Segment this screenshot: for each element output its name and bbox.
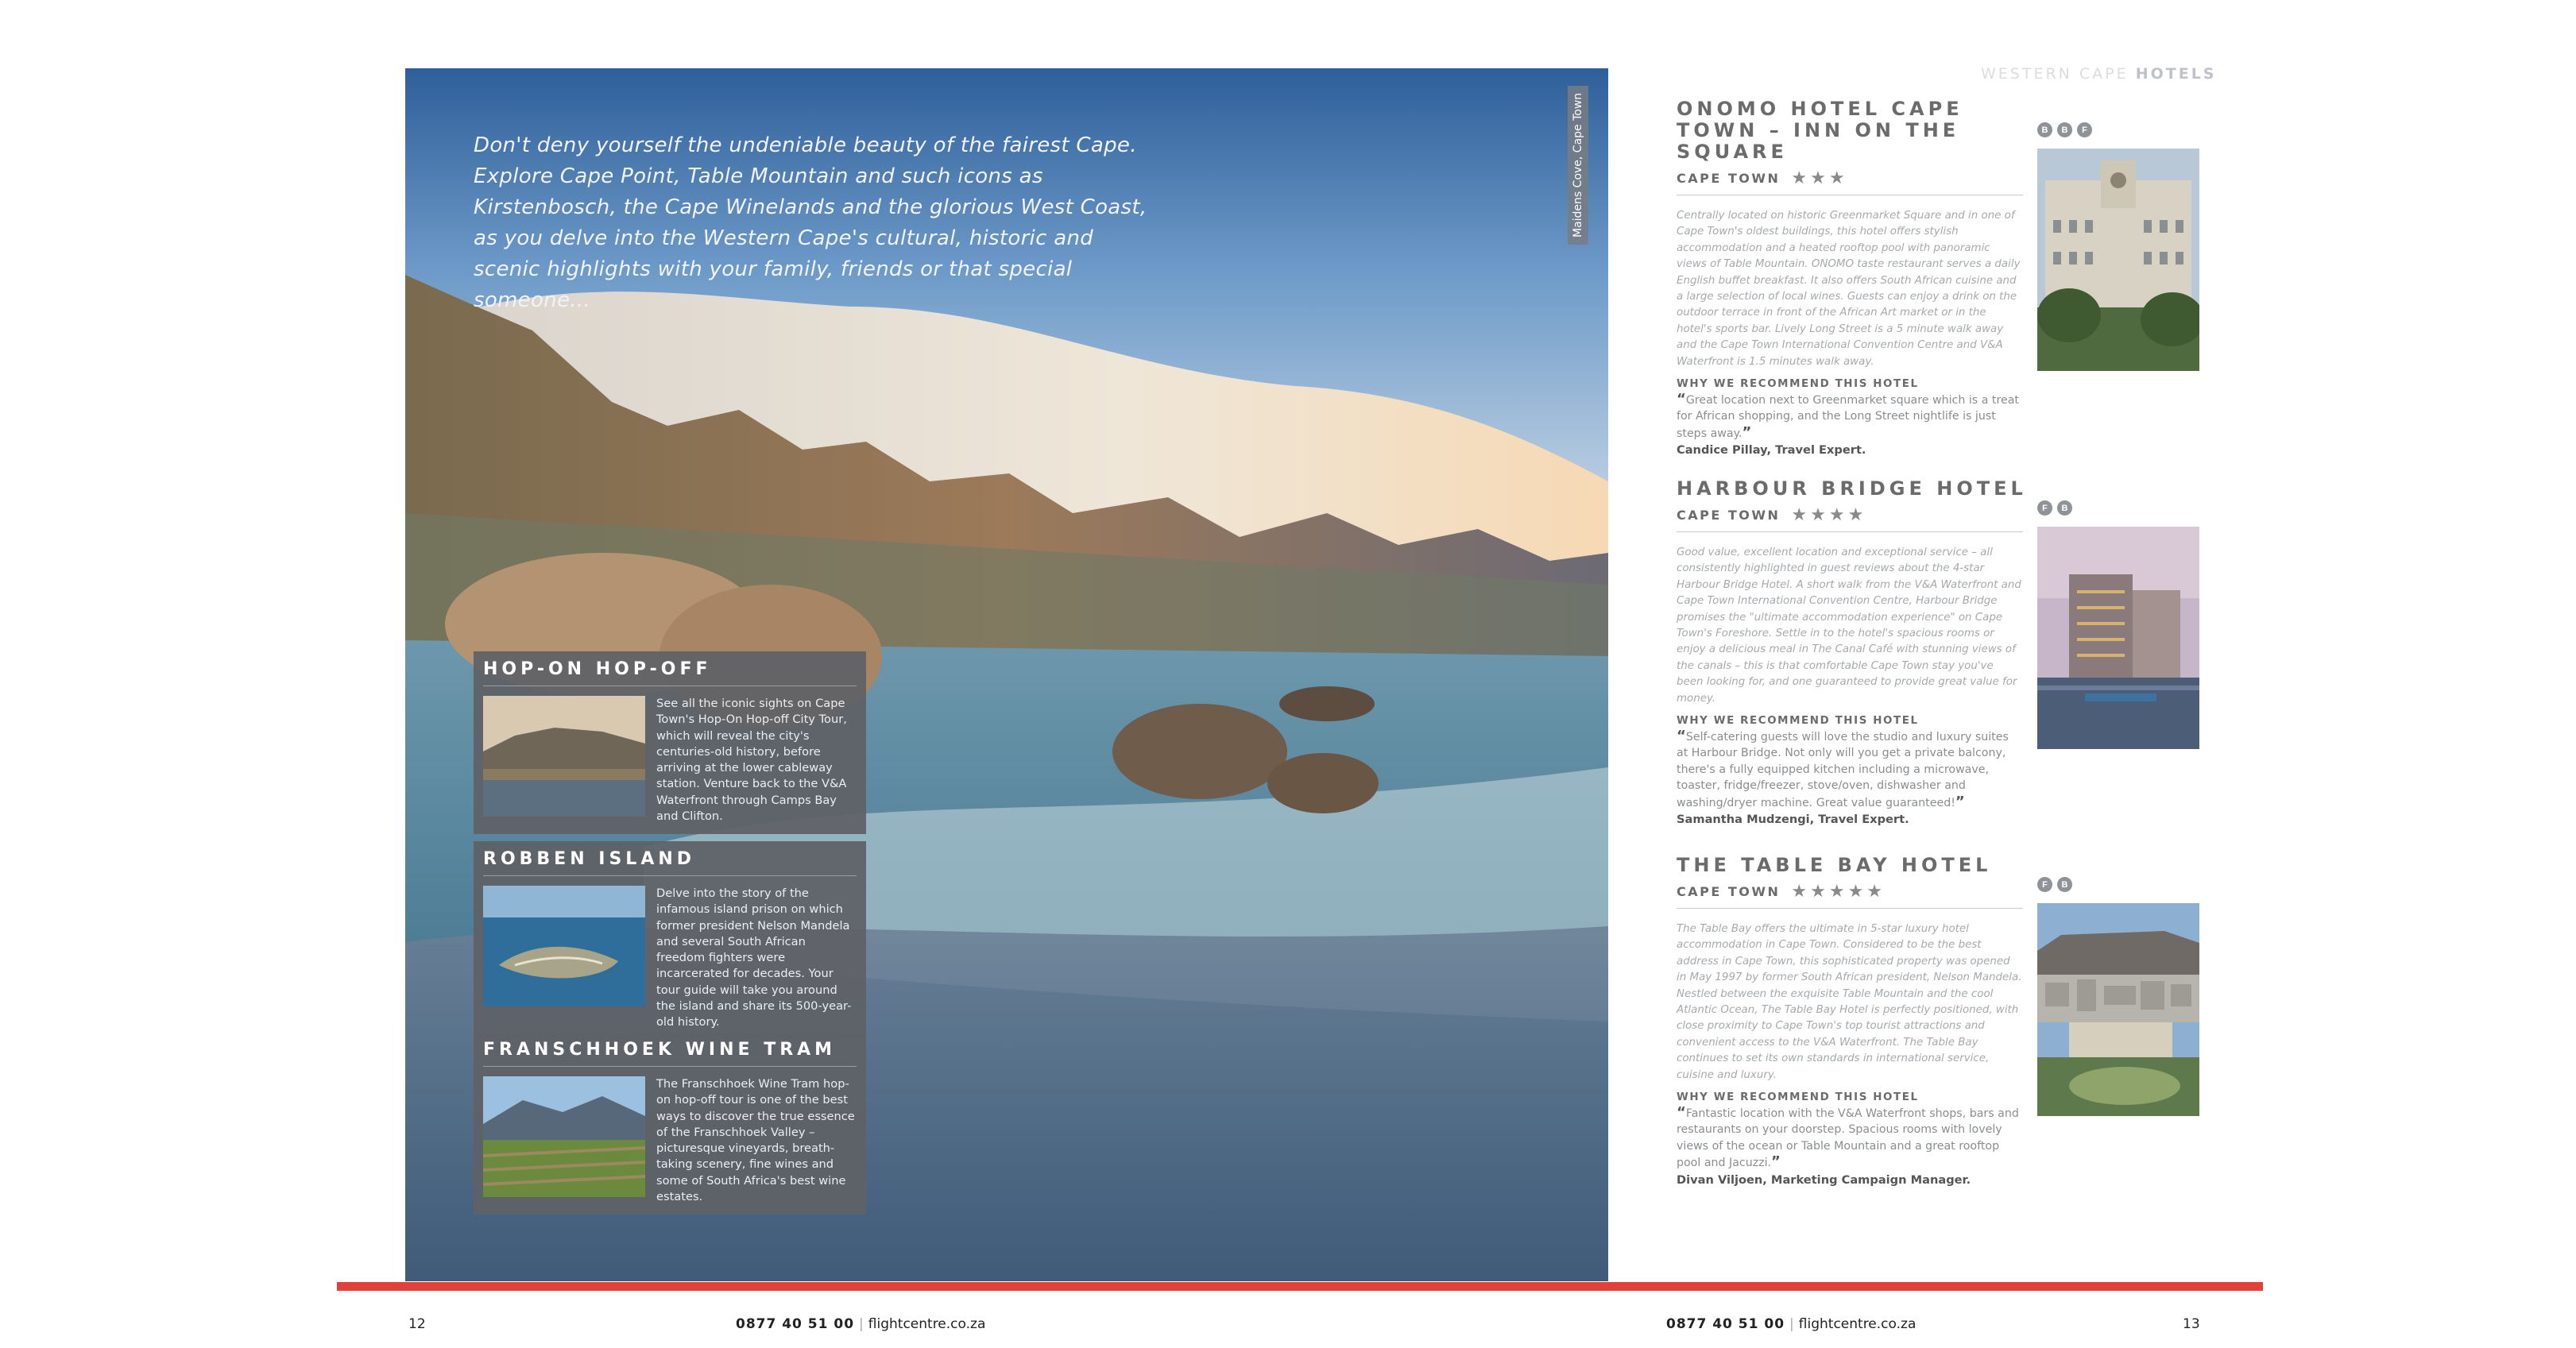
section-label-region: WESTERN CAPE: [1981, 65, 2129, 83]
footer-contact-right: [1666, 1316, 1916, 1332]
tour-description: The Franschhoek Wine Tram hop-on hop-off tour is one of the best ways to discover the true essence of the Franschhoek Valley – picturesque vineyards, breath-taking scenery, fine wines and some of South Africa's best wine estates.: [656, 1077, 855, 1204]
footer-website-link[interactable]: flightcentre.co.za: [1798, 1316, 1917, 1332]
open-quote-icon: “: [1677, 728, 1686, 745]
expert-quote: “Self-catering guests will love the studio and luxury suites at Harbour Bridge. Not only will you get a private balcony, there's a fully equipped kitchen including a microwave, toaster, fridge/freezer, stove/oven, dishwasher and washing/dryer machine. Great value guaranteed!”: [1677, 728, 2009, 810]
robben-island-photo: [483, 886, 645, 1006]
why-recommend-label: WHY WE RECOMMEND THIS HOTEL: [1677, 715, 1919, 728]
amenity-icon: B: [2057, 122, 2072, 137]
hotel-description: Good value, excellent location and exceptional service – all consistently highlighted in guest reviews about the 4-star Harbour Bridge Hotel. A short walk from the V&A Waterfront and Cape Town International Convention Centre, Harbour Bridge promises the "ultimate accommodation experience" on Cape Town's Foreshore. Settle in to the hotel's spacious rooms or enjoy a delicious meal in The Canal Café with stunning views of the canals – this is that comfortable Cape Town stay you've been looking for, and one guaranteed to provide great value for money.: [1677, 547, 2021, 705]
hotel-name: HARBOUR BRIDGE HOTEL: [1677, 477, 2027, 500]
footer-contact-left: [736, 1316, 985, 1332]
hotel-city: CAPE TOWN: [1677, 507, 1781, 523]
hotel-photo: [2037, 527, 2199, 749]
page-number-left: 12: [408, 1316, 426, 1332]
expert-quote: “Fantastic location with the V&A Waterfront shops, bars and restaurants on your doorstep. Spacious rooms with lovely views of the ocean or Table Mountain and a great rooftop pool and Jacuzzi.”: [1677, 1104, 2019, 1171]
footer-phone[interactable]: 0877 40 51 00: [736, 1316, 855, 1332]
tour-hop-on-hop-off: [474, 651, 866, 834]
hotel-name: THE TABLE BAY HOTEL: [1677, 854, 1992, 876]
footer-separator: |: [1789, 1316, 1794, 1332]
amenity-icon: F: [2077, 122, 2092, 137]
section-label-category: HOTELS: [2135, 65, 2217, 83]
open-quote-icon: “: [1677, 391, 1686, 408]
amenity-icons: [2037, 122, 2092, 137]
amenity-icons: [2037, 877, 2072, 892]
amenity-icons: [2037, 500, 2072, 516]
hotel-city: CAPE TOWN: [1677, 883, 1781, 899]
amenity-icon: F: [2037, 877, 2052, 892]
tour-description: Delve into the story of the infamous island prison on which former president Nelson Mandela and several South African freedom fighters were incarcerated for decades. Your tour guide will take you around the island and share its 500-year-old history.: [656, 886, 852, 1029]
quote-author: Samantha Mudzengi, Travel Expert.: [1677, 813, 1909, 827]
footer-separator: |: [859, 1316, 864, 1332]
quote-author: Divan Viljoen, Marketing Campaign Manager.: [1677, 1172, 1971, 1187]
star-rating: ★★★: [1791, 168, 1848, 187]
amenity-icon: B: [2057, 500, 2072, 516]
footer-accent-bar: [337, 1282, 2263, 1291]
hotel-harbour-bridge: [1677, 478, 2193, 826]
close-quote-icon: ”: [1771, 1153, 1781, 1171]
photo-caption: Maidens Cove, Cape Town: [1568, 86, 1588, 245]
open-quote-icon: “: [1677, 1104, 1686, 1122]
hotel-table-bay: [1677, 855, 2193, 1187]
amenity-icon: F: [2037, 500, 2052, 516]
cover-photo-maidens-cove: [405, 68, 1608, 1281]
tour-title: ROBBEN ISLAND: [483, 848, 857, 876]
hotel-description: Centrally located on historic Greenmarket Square and in one of Cape Town's oldest buildings, this hotel offers stylish accommodation and a heated rooftop pool with panoramic views of Table Mountain. ONOMO taste restaurant serves a daily English buffet breakfast. It also offers South African cuisine and a large selection of local wines. Guests can enjoy a drink on the outdoor terrace in front of the African Art market or in the hotel's sports bar. Lively Long Street is a 5 minute walk away and the Cape Town International Convention Centre and V&A Waterfront is 1.5 minutes walk away.: [1677, 210, 2021, 368]
close-quote-icon: ”: [1955, 793, 1965, 810]
star-rating: ★★★★: [1791, 504, 1867, 524]
hotel-description: The Table Bay offers the ultimate in 5-star luxury hotel accommodation in Cape Town. Considered to be the best address in Cape Town, this sophisticated property was opened in May 1997 by former South African president, Nelson Mandela. Nestled between the exquisite Table Mountain and the cool Atlantic Ocean, The Table Bay Hotel is perfectly positioned, with close proximity to Cape Town's top tourist attractions and convenient access to the V&A Waterfront. The Table Bay continues to set its own standards in international service, cuisine and luxury.: [1677, 923, 2022, 1081]
why-recommend-label: WHY WE RECOMMEND THIS HOTEL: [1677, 1091, 1919, 1104]
close-quote-icon: ”: [1742, 423, 1752, 441]
quote-author: Candice Pillay, Travel Expert.: [1677, 443, 1866, 458]
hotel-name: ONOMO HOTEL CAPE TOWN – INN ON THE SQUARE: [1677, 98, 1963, 163]
franschhoek-wine-tram-photo: [483, 1076, 645, 1197]
hotel-photo: [2037, 149, 2199, 371]
hop-on-hop-off-photo: [483, 696, 645, 817]
tour-description: See all the iconic sights on Cape Town's Hop-On Hop-off City Tour, which will reveal the city's centuries-old history, before arriving at the lower cableway station. Venture back to the V&A Waterfront through Camps Bay and Clifton.: [656, 697, 847, 824]
tour-franschhoek-wine-tram: [474, 1032, 866, 1215]
expert-quote: “Great location next to Greenmarket square which is a treat for African shopping, and the Long Street nightlife is just steps away.”: [1677, 391, 2019, 441]
intro-paragraph: Don't deny yourself the undeniable beauty of the fairest Cape. Explore Cape Point, Table Mountain and such icons as Kirstenbosch, the Cape Winelands and the glorious West Coast, as you delve into the Western Cape's cultural, historic and scenic highlights with your family, friends or that special someone...: [474, 133, 1147, 312]
tour-title: HOP-ON HOP-OFF: [483, 658, 857, 686]
page-number-right: 13: [2183, 1316, 2200, 1332]
hotel-city: CAPE TOWN: [1677, 170, 1781, 186]
hotel-photo: [2037, 903, 2199, 1116]
tour-robben-island: [474, 841, 866, 1041]
amenity-icon: B: [2057, 877, 2072, 892]
tour-title: FRANSCHHOEK WINE TRAM: [483, 1038, 857, 1067]
why-recommend-label: WHY WE RECOMMEND THIS HOTEL: [1677, 378, 1919, 391]
star-rating: ★★★★★: [1791, 881, 1886, 901]
amenity-icon: B: [2037, 122, 2052, 137]
footer-website-link[interactable]: flightcentre.co.za: [868, 1316, 986, 1332]
footer-phone[interactable]: 0877 40 51 00: [1666, 1316, 1785, 1332]
section-label: [1981, 65, 2217, 83]
hotel-onomo: [1677, 98, 2193, 457]
